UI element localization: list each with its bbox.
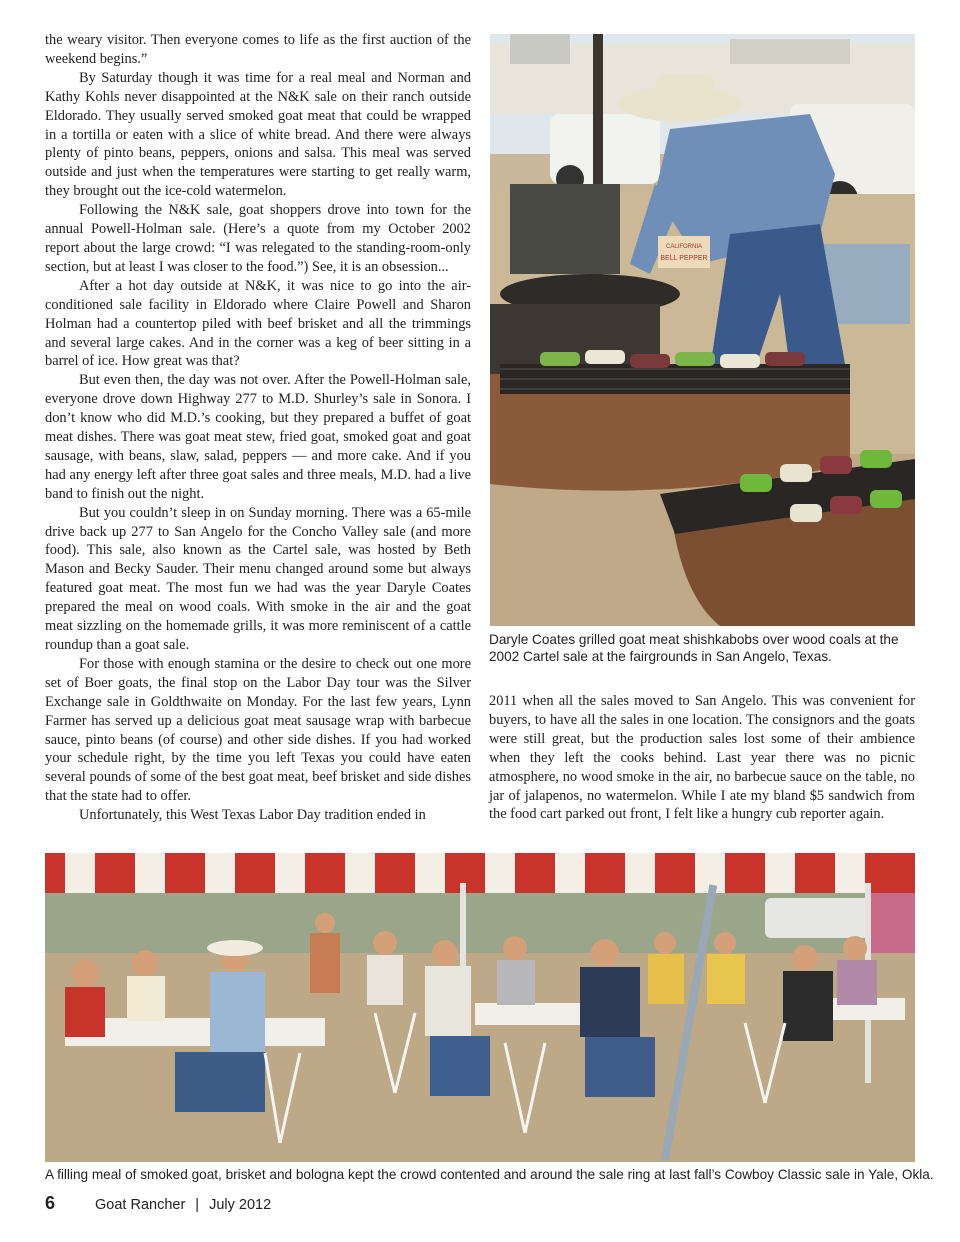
article-left-column bbox=[45, 31, 471, 825]
article-right-column bbox=[489, 692, 915, 824]
article-paragraph: But you couldn’t sleep in on Sunday morning. There was a 65-mile drive back up 277 to San Angelo for the Concho Valley sale (and more food). This sale, also known as the Cartel sale, was hosted by Beth Mason and Becky Sauder. Their menu changed around some but always featured goat meat. The most fun we had was the year Daryle Coates prepared the meal on wood coals. With smoke in the air and the goat meat sizzling on the homemade grills, it was more reminiscent of a cattle roundup than a goat sale. bbox=[45, 504, 471, 653]
page-number: 6 bbox=[45, 1193, 56, 1213]
footer-separator: | bbox=[195, 1197, 200, 1213]
grilling-photo bbox=[490, 34, 915, 626]
article-paragraph: the weary visitor. Then everyone comes to life as the first auction of the weekend begins.” bbox=[45, 32, 471, 67]
sign-text: BELL PEPPER bbox=[660, 255, 708, 262]
crowd-tent-photo-caption: A filling meal of smoked goat, brisket and bologna kept the crowd contented and around the sale ring at last fall’s Cowboy Classic sale in Yale, Okla. bbox=[45, 1167, 934, 1182]
article-paragraph: Unfortunately, this West Texas Labor Day tradition ended in bbox=[79, 807, 426, 824]
page-footer bbox=[45, 1193, 271, 1217]
article-paragraph: But even then, the day was not over. After the Powell-Holman sale, everyone drove down Highway 277 to M.D. Shurley’s sale in Sonora. I don’t know who did M.D.’s cooking, but they prepared a buffet of goat meat dishes. There was goat meat stew, fried goat, smoked goat and goat sausage, with beans, slaw, salad, peppers — and more cake. And if you had any energy left after three goat sales and three meals, M.D. had a live band to finish out the night. bbox=[45, 372, 471, 502]
crowd-tent-photo bbox=[45, 853, 915, 1162]
publication-name: Goat Rancher bbox=[95, 1197, 186, 1213]
article-paragraph: Following the N&K sale, goat shoppers drove into town for the annual Powell-Holman sale. (Here’s a quote from my October 2002 report about the large crowd: “I was relegated to the standing-room-only section, but at least I was closer to the food.”) See, it is an obsession... bbox=[45, 202, 471, 275]
article-paragraph: For those with enough stamina or the desire to check out one more set of Boer goats, the final stop on the Labor Day tour was the Silver Exchange sale in Goldthwaite on Monday. For the last few years, Lynn Farmer has served up a delicious goat meat sausage wrap with barbecue sauce, pinto beans (of course) and other side dishes. If you had worked your schedule right, by the time you left Texas you could have eaten several pounds of some of the best goat meat, beef brisket and side dishes that the state had to offer. bbox=[45, 655, 471, 805]
grilling-photo-caption: Daryle Coates grilled goat meat shishkabobs over wood coals at the 2002 Cartel sale at the fairgrounds in San Angelo, Texas. bbox=[489, 632, 899, 664]
issue-date: July 2012 bbox=[209, 1197, 272, 1213]
article-paragraph: By Saturday though it was time for a real meal and Norman and Kathy Kohls never disappointed at the N&K sale on their ranch outside Eldorado. They usually served smoked goat meat that could be wrapped in a tortilla or eaten with a slice of white bread. And there were always plenty of pinto beans, peppers, onions and salsa. This meal was served outside and just when the temperatures were starting to get really warm, they brought out the ice-cold watermelon. bbox=[45, 69, 471, 200]
article-paragraph: After a hot day outside at N&K, it was nice to go into the air-conditioned sale facility in Eldorado where Claire Powell and Sharon Holman had a countertop piled with beef brisket and all the trimmings and several large cakes. And in the corner was a keg of beer sitting in a barrel of ice. How great was that? bbox=[45, 277, 471, 370]
article-paragraph: 2011 when all the sales moved to San Angelo. This was convenient for buyers, to have all the sales in one location. The consignors and the goats were still great, but the production sales lost some of their ambience when they left the cooks behind. Last year there was no picnic atmosphere, no wood smoke in the air, no barbecue sauce on the table, no jar of jalapenos, no watermelon. While I ate my bland $5 sandwich from the food cart parked out front, I felt like a hungry cub reporter again. bbox=[489, 693, 915, 823]
sign-top-text: CALIFORNIA bbox=[665, 244, 703, 250]
